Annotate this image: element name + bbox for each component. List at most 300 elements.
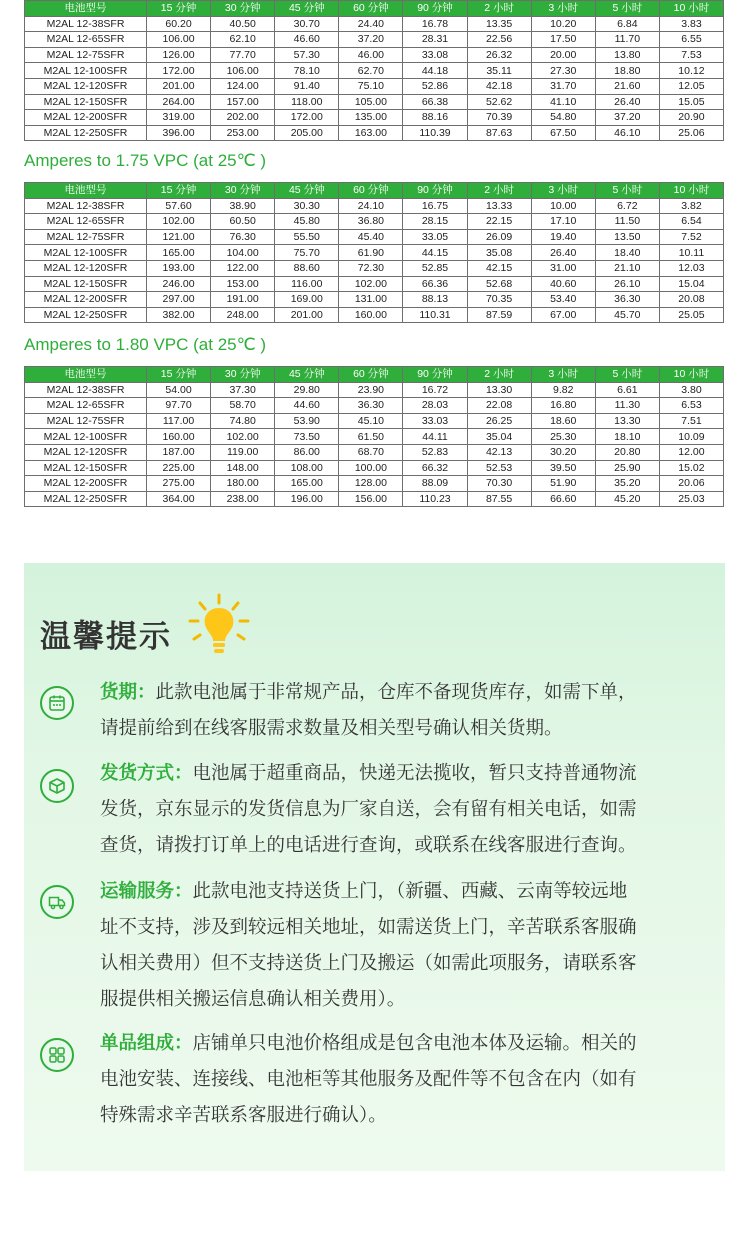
- table-row: [25, 32, 724, 48]
- column-header: 45 分钟: [275, 183, 339, 199]
- table-header-row: [25, 1, 724, 17]
- value-cell: 3.83: [659, 16, 723, 32]
- value-cell: 28.03: [403, 398, 467, 414]
- table-row: [25, 63, 724, 79]
- value-cell: 35.04: [467, 429, 531, 445]
- value-cell: 67.00: [531, 307, 595, 323]
- value-cell: 16.78: [403, 16, 467, 32]
- column-header: 90 分钟: [403, 367, 467, 383]
- value-cell: 20.80: [595, 444, 659, 460]
- table-row: [25, 476, 724, 492]
- value-cell: 22.56: [467, 32, 531, 48]
- value-cell: 88.09: [403, 476, 467, 492]
- tip-label: 货期：: [100, 682, 156, 703]
- value-cell: 16.80: [531, 398, 595, 414]
- value-cell: 45.70: [595, 307, 659, 323]
- value-cell: 30.20: [531, 444, 595, 460]
- value-cell: 201.00: [275, 307, 339, 323]
- value-cell: 20.08: [659, 292, 723, 308]
- value-cell: 39.50: [531, 460, 595, 476]
- value-cell: 54.80: [531, 110, 595, 126]
- value-cell: 319.00: [147, 110, 211, 126]
- value-cell: 36.80: [339, 214, 403, 230]
- value-cell: 57.60: [147, 198, 211, 214]
- value-cell: 70.30: [467, 476, 531, 492]
- value-cell: 117.00: [147, 413, 211, 429]
- model-cell: M2AL 12-65SFR: [25, 32, 147, 48]
- value-cell: 246.00: [147, 276, 211, 292]
- value-cell: 24.10: [339, 198, 403, 214]
- value-cell: 20.06: [659, 476, 723, 492]
- value-cell: 3.80: [659, 382, 723, 398]
- value-cell: 22.08: [467, 398, 531, 414]
- calendar-icon: [40, 686, 74, 720]
- column-header: 45 分钟: [275, 367, 339, 383]
- column-header-model: 电池型号: [25, 183, 147, 199]
- value-cell: 11.30: [595, 398, 659, 414]
- model-cell: M2AL 12-100SFR: [25, 429, 147, 445]
- value-cell: 52.62: [467, 94, 531, 110]
- model-cell: M2AL 12-75SFR: [25, 47, 147, 63]
- value-cell: 102.00: [147, 214, 211, 230]
- value-cell: 19.40: [531, 229, 595, 245]
- value-cell: 40.50: [211, 16, 275, 32]
- value-cell: 3.82: [659, 198, 723, 214]
- value-cell: 62.10: [211, 32, 275, 48]
- lightbulb-icon: [186, 591, 252, 661]
- model-cell: M2AL 12-120SFR: [25, 260, 147, 276]
- value-cell: 88.13: [403, 292, 467, 308]
- value-cell: 54.00: [147, 382, 211, 398]
- value-cell: 31.00: [531, 260, 595, 276]
- spec-table: [24, 0, 724, 141]
- spec-table: [24, 366, 724, 507]
- value-cell: 87.59: [467, 307, 531, 323]
- value-cell: 15.02: [659, 460, 723, 476]
- model-cell: M2AL 12-120SFR: [25, 78, 147, 94]
- value-cell: 18.10: [595, 429, 659, 445]
- value-cell: 16.72: [403, 382, 467, 398]
- value-cell: 25.03: [659, 491, 723, 507]
- value-cell: 66.36: [403, 276, 467, 292]
- spec-table: [24, 182, 724, 323]
- value-cell: 40.60: [531, 276, 595, 292]
- value-cell: 10.12: [659, 63, 723, 79]
- tip-product-composition: 单品组成：店铺单只电池价格组成是包含电池本体及运输。相关的 电池安装、连接线、电池柜等其他服务及配件等不包含在内（如有 特殊需求辛苦联系客服进行确认）。: [100, 1033, 637, 1126]
- value-cell: 13.50: [595, 229, 659, 245]
- table-row: [25, 198, 724, 214]
- value-cell: 15.04: [659, 276, 723, 292]
- column-header: 60 分钟: [339, 367, 403, 383]
- value-cell: 202.00: [211, 110, 275, 126]
- value-cell: 53.90: [275, 413, 339, 429]
- tip-label: 发货方式：: [100, 763, 193, 784]
- value-cell: 169.00: [275, 292, 339, 308]
- value-cell: 106.00: [147, 32, 211, 48]
- value-cell: 35.08: [467, 245, 531, 261]
- value-cell: 11.50: [595, 214, 659, 230]
- value-cell: 18.80: [595, 63, 659, 79]
- model-cell: M2AL 12-75SFR: [25, 229, 147, 245]
- value-cell: 42.13: [467, 444, 531, 460]
- tip-delivery-time: 货期：此款电池属于非常规产品，仓库不备现货库存，如需下单， 请提前给到在线客服需求数量及相关型号确认相关货期。: [100, 682, 637, 739]
- value-cell: 193.00: [147, 260, 211, 276]
- value-cell: 10.09: [659, 429, 723, 445]
- table-row: [25, 260, 724, 276]
- value-cell: 52.53: [467, 460, 531, 476]
- column-header: 2 小时: [467, 367, 531, 383]
- table-row: [25, 214, 724, 230]
- value-cell: 6.72: [595, 198, 659, 214]
- table-row: [25, 460, 724, 476]
- value-cell: 68.70: [339, 444, 403, 460]
- value-cell: 21.60: [595, 78, 659, 94]
- model-cell: M2AL 12-250SFR: [25, 125, 147, 141]
- value-cell: 225.00: [147, 460, 211, 476]
- value-cell: 102.00: [211, 429, 275, 445]
- model-cell: M2AL 12-38SFR: [25, 382, 147, 398]
- table-row: [25, 491, 724, 507]
- column-header: 60 分钟: [339, 1, 403, 17]
- value-cell: 165.00: [275, 476, 339, 492]
- table-row: [25, 125, 724, 141]
- value-cell: 28.15: [403, 214, 467, 230]
- value-cell: 122.00: [211, 260, 275, 276]
- value-cell: 26.40: [595, 94, 659, 110]
- value-cell: 165.00: [147, 245, 211, 261]
- column-header: 2 小时: [467, 1, 531, 17]
- value-cell: 88.60: [275, 260, 339, 276]
- value-cell: 33.03: [403, 413, 467, 429]
- value-cell: 51.90: [531, 476, 595, 492]
- value-cell: 42.15: [467, 260, 531, 276]
- value-cell: 37.30: [211, 382, 275, 398]
- value-cell: 60.50: [211, 214, 275, 230]
- column-header: 10 小时: [659, 1, 723, 17]
- value-cell: 7.51: [659, 413, 723, 429]
- column-header-model: 电池型号: [25, 367, 147, 383]
- value-cell: 121.00: [147, 229, 211, 245]
- value-cell: 187.00: [147, 444, 211, 460]
- value-cell: 116.00: [275, 276, 339, 292]
- value-cell: 156.00: [339, 491, 403, 507]
- value-cell: 22.15: [467, 214, 531, 230]
- column-header: 10 小时: [659, 183, 723, 199]
- model-cell: M2AL 12-65SFR: [25, 214, 147, 230]
- value-cell: 9.82: [531, 382, 595, 398]
- table-row: [25, 444, 724, 460]
- value-cell: 18.40: [595, 245, 659, 261]
- value-cell: 13.30: [595, 413, 659, 429]
- column-header: 15 分钟: [147, 1, 211, 17]
- value-cell: 110.39: [403, 125, 467, 141]
- value-cell: 15.05: [659, 94, 723, 110]
- value-cell: 191.00: [211, 292, 275, 308]
- value-cell: 6.53: [659, 398, 723, 414]
- tips-title: 温馨提示: [40, 619, 172, 655]
- value-cell: 31.70: [531, 78, 595, 94]
- value-cell: 76.30: [211, 229, 275, 245]
- value-cell: 172.00: [275, 110, 339, 126]
- table-row: [25, 229, 724, 245]
- value-cell: 148.00: [211, 460, 275, 476]
- model-cell: M2AL 12-200SFR: [25, 292, 147, 308]
- column-header: 3 小时: [531, 183, 595, 199]
- column-header: 30 分钟: [211, 1, 275, 17]
- model-cell: M2AL 12-200SFR: [25, 476, 147, 492]
- table-row: [25, 382, 724, 398]
- value-cell: 26.32: [467, 47, 531, 63]
- value-cell: 196.00: [275, 491, 339, 507]
- value-cell: 35.20: [595, 476, 659, 492]
- value-cell: 13.33: [467, 198, 531, 214]
- column-header: 5 小时: [595, 183, 659, 199]
- value-cell: 33.05: [403, 229, 467, 245]
- value-cell: 18.60: [531, 413, 595, 429]
- value-cell: 37.20: [339, 32, 403, 48]
- tip-transport-service: 运输服务：此款电池支持送货上门，（新疆、西藏、云南等较远地 址不支持，涉及到较远相关地址，如需送货上门，辛苦联系客服确 认相关费用）但不支持送货上门及搬运（如需此项服务，请联系客 服提供相关搬运信息确认相关费用）。: [100, 881, 637, 1010]
- truck-icon: [40, 885, 74, 919]
- value-cell: 163.00: [339, 125, 403, 141]
- value-cell: 27.30: [531, 63, 595, 79]
- value-cell: 396.00: [147, 125, 211, 141]
- value-cell: 46.10: [595, 125, 659, 141]
- value-cell: 67.50: [531, 125, 595, 141]
- value-cell: 35.11: [467, 63, 531, 79]
- value-cell: 126.00: [147, 47, 211, 63]
- value-cell: 128.00: [339, 476, 403, 492]
- value-cell: 26.25: [467, 413, 531, 429]
- section-title-180: Amperes to 1.80 VPC (at 25℃ ): [24, 335, 267, 354]
- model-cell: M2AL 12-250SFR: [25, 307, 147, 323]
- value-cell: 60.20: [147, 16, 211, 32]
- value-cell: 61.90: [339, 245, 403, 261]
- value-cell: 20.00: [531, 47, 595, 63]
- value-cell: 382.00: [147, 307, 211, 323]
- value-cell: 13.30: [467, 382, 531, 398]
- value-cell: 12.05: [659, 78, 723, 94]
- value-cell: 53.40: [531, 292, 595, 308]
- value-cell: 74.80: [211, 413, 275, 429]
- column-header: 30 分钟: [211, 183, 275, 199]
- value-cell: 100.00: [339, 460, 403, 476]
- value-cell: 52.85: [403, 260, 467, 276]
- value-cell: 201.00: [147, 78, 211, 94]
- table-row: [25, 429, 724, 445]
- value-cell: 45.20: [595, 491, 659, 507]
- value-cell: 12.00: [659, 444, 723, 460]
- value-cell: 66.60: [531, 491, 595, 507]
- model-cell: M2AL 12-100SFR: [25, 63, 147, 79]
- model-cell: M2AL 12-150SFR: [25, 94, 147, 110]
- value-cell: 62.70: [339, 63, 403, 79]
- value-cell: 160.00: [147, 429, 211, 445]
- tip-shipping-method: 发货方式：电池属于超重商品，快递无法揽收，暂只支持普通物流 发货，京东显示的发货信息为厂家自送，会有留有相关电话，如需 查货，请拨打订单上的电话进行查询，或联系在线客服进行查询。: [100, 763, 637, 856]
- table-header-row: [25, 367, 724, 383]
- value-cell: 6.84: [595, 16, 659, 32]
- model-cell: M2AL 12-100SFR: [25, 245, 147, 261]
- value-cell: 17.10: [531, 214, 595, 230]
- value-cell: 87.63: [467, 125, 531, 141]
- column-header: 5 小时: [595, 367, 659, 383]
- value-cell: 157.00: [211, 94, 275, 110]
- column-header: 90 分钟: [403, 1, 467, 17]
- value-cell: 28.31: [403, 32, 467, 48]
- tip-label: 运输服务：: [100, 881, 193, 902]
- value-cell: 172.00: [147, 63, 211, 79]
- value-cell: 24.40: [339, 16, 403, 32]
- tips-panel: [24, 563, 725, 1171]
- table-row: [25, 413, 724, 429]
- column-header: 10 小时: [659, 367, 723, 383]
- column-header: 15 分钟: [147, 183, 211, 199]
- value-cell: 153.00: [211, 276, 275, 292]
- value-cell: 25.30: [531, 429, 595, 445]
- table-2: [24, 182, 724, 323]
- value-cell: 75.10: [339, 78, 403, 94]
- value-cell: 110.31: [403, 307, 467, 323]
- value-cell: 20.90: [659, 110, 723, 126]
- table-row: [25, 110, 724, 126]
- value-cell: 58.70: [211, 398, 275, 414]
- column-header: 15 分钟: [147, 367, 211, 383]
- value-cell: 17.50: [531, 32, 595, 48]
- model-cell: M2AL 12-200SFR: [25, 110, 147, 126]
- value-cell: 26.40: [531, 245, 595, 261]
- value-cell: 44.60: [275, 398, 339, 414]
- value-cell: 10.00: [531, 198, 595, 214]
- value-cell: 131.00: [339, 292, 403, 308]
- value-cell: 78.10: [275, 63, 339, 79]
- value-cell: 30.70: [275, 16, 339, 32]
- value-cell: 57.30: [275, 47, 339, 63]
- value-cell: 105.00: [339, 94, 403, 110]
- column-header: 3 小时: [531, 367, 595, 383]
- value-cell: 42.18: [467, 78, 531, 94]
- box-icon: [40, 769, 74, 803]
- value-cell: 119.00: [211, 444, 275, 460]
- model-cell: M2AL 12-65SFR: [25, 398, 147, 414]
- value-cell: 25.05: [659, 307, 723, 323]
- value-cell: 160.00: [339, 307, 403, 323]
- column-header: 30 分钟: [211, 367, 275, 383]
- table-row: [25, 78, 724, 94]
- value-cell: 7.52: [659, 229, 723, 245]
- value-cell: 205.00: [275, 125, 339, 141]
- value-cell: 29.80: [275, 382, 339, 398]
- value-cell: 86.00: [275, 444, 339, 460]
- table-row: [25, 276, 724, 292]
- model-cell: M2AL 12-38SFR: [25, 16, 147, 32]
- value-cell: 364.00: [147, 491, 211, 507]
- section-title-175: Amperes to 1.75 VPC (at 25℃ ): [24, 151, 267, 170]
- value-cell: 45.10: [339, 413, 403, 429]
- value-cell: 36.30: [339, 398, 403, 414]
- value-cell: 248.00: [211, 307, 275, 323]
- value-cell: 46.00: [339, 47, 403, 63]
- value-cell: 46.60: [275, 32, 339, 48]
- value-cell: 33.08: [403, 47, 467, 63]
- value-cell: 77.70: [211, 47, 275, 63]
- value-cell: 87.55: [467, 491, 531, 507]
- table-row: [25, 245, 724, 261]
- value-cell: 26.09: [467, 229, 531, 245]
- value-cell: 25.06: [659, 125, 723, 141]
- value-cell: 108.00: [275, 460, 339, 476]
- value-cell: 72.30: [339, 260, 403, 276]
- value-cell: 52.83: [403, 444, 467, 460]
- value-cell: 38.90: [211, 198, 275, 214]
- value-cell: 102.00: [339, 276, 403, 292]
- value-cell: 13.35: [467, 16, 531, 32]
- value-cell: 6.61: [595, 382, 659, 398]
- value-cell: 10.11: [659, 245, 723, 261]
- table-row: [25, 398, 724, 414]
- value-cell: 6.55: [659, 32, 723, 48]
- model-cell: M2AL 12-120SFR: [25, 444, 147, 460]
- value-cell: 37.20: [595, 110, 659, 126]
- model-cell: M2AL 12-150SFR: [25, 276, 147, 292]
- value-cell: 16.75: [403, 198, 467, 214]
- value-cell: 11.70: [595, 32, 659, 48]
- value-cell: 106.00: [211, 63, 275, 79]
- value-cell: 88.16: [403, 110, 467, 126]
- column-header: 60 分钟: [339, 183, 403, 199]
- table-1: [24, 0, 724, 141]
- value-cell: 70.39: [467, 110, 531, 126]
- value-cell: 118.00: [275, 94, 339, 110]
- value-cell: 44.15: [403, 245, 467, 261]
- tip-label: 单品组成：: [100, 1033, 193, 1054]
- value-cell: 44.18: [403, 63, 467, 79]
- column-header: 2 小时: [467, 183, 531, 199]
- value-cell: 73.50: [275, 429, 339, 445]
- model-cell: M2AL 12-38SFR: [25, 198, 147, 214]
- value-cell: 135.00: [339, 110, 403, 126]
- value-cell: 66.38: [403, 94, 467, 110]
- table-row: [25, 292, 724, 308]
- column-header: 3 小时: [531, 1, 595, 17]
- value-cell: 297.00: [147, 292, 211, 308]
- table-3: [24, 366, 724, 507]
- value-cell: 275.00: [147, 476, 211, 492]
- value-cell: 66.32: [403, 460, 467, 476]
- column-header: 5 小时: [595, 1, 659, 17]
- value-cell: 104.00: [211, 245, 275, 261]
- value-cell: 13.80: [595, 47, 659, 63]
- value-cell: 110.23: [403, 491, 467, 507]
- value-cell: 26.10: [595, 276, 659, 292]
- value-cell: 12.03: [659, 260, 723, 276]
- value-cell: 180.00: [211, 476, 275, 492]
- value-cell: 30.30: [275, 198, 339, 214]
- column-header-model: 电池型号: [25, 1, 147, 17]
- value-cell: 21.10: [595, 260, 659, 276]
- value-cell: 45.80: [275, 214, 339, 230]
- value-cell: 253.00: [211, 125, 275, 141]
- model-cell: M2AL 12-75SFR: [25, 413, 147, 429]
- value-cell: 97.70: [147, 398, 211, 414]
- table-row: [25, 307, 724, 323]
- table-row: [25, 94, 724, 110]
- table-row: [25, 16, 724, 32]
- table-header-row: [25, 183, 724, 199]
- value-cell: 25.90: [595, 460, 659, 476]
- column-header: 45 分钟: [275, 1, 339, 17]
- value-cell: 238.00: [211, 491, 275, 507]
- model-cell: M2AL 12-250SFR: [25, 491, 147, 507]
- value-cell: 70.35: [467, 292, 531, 308]
